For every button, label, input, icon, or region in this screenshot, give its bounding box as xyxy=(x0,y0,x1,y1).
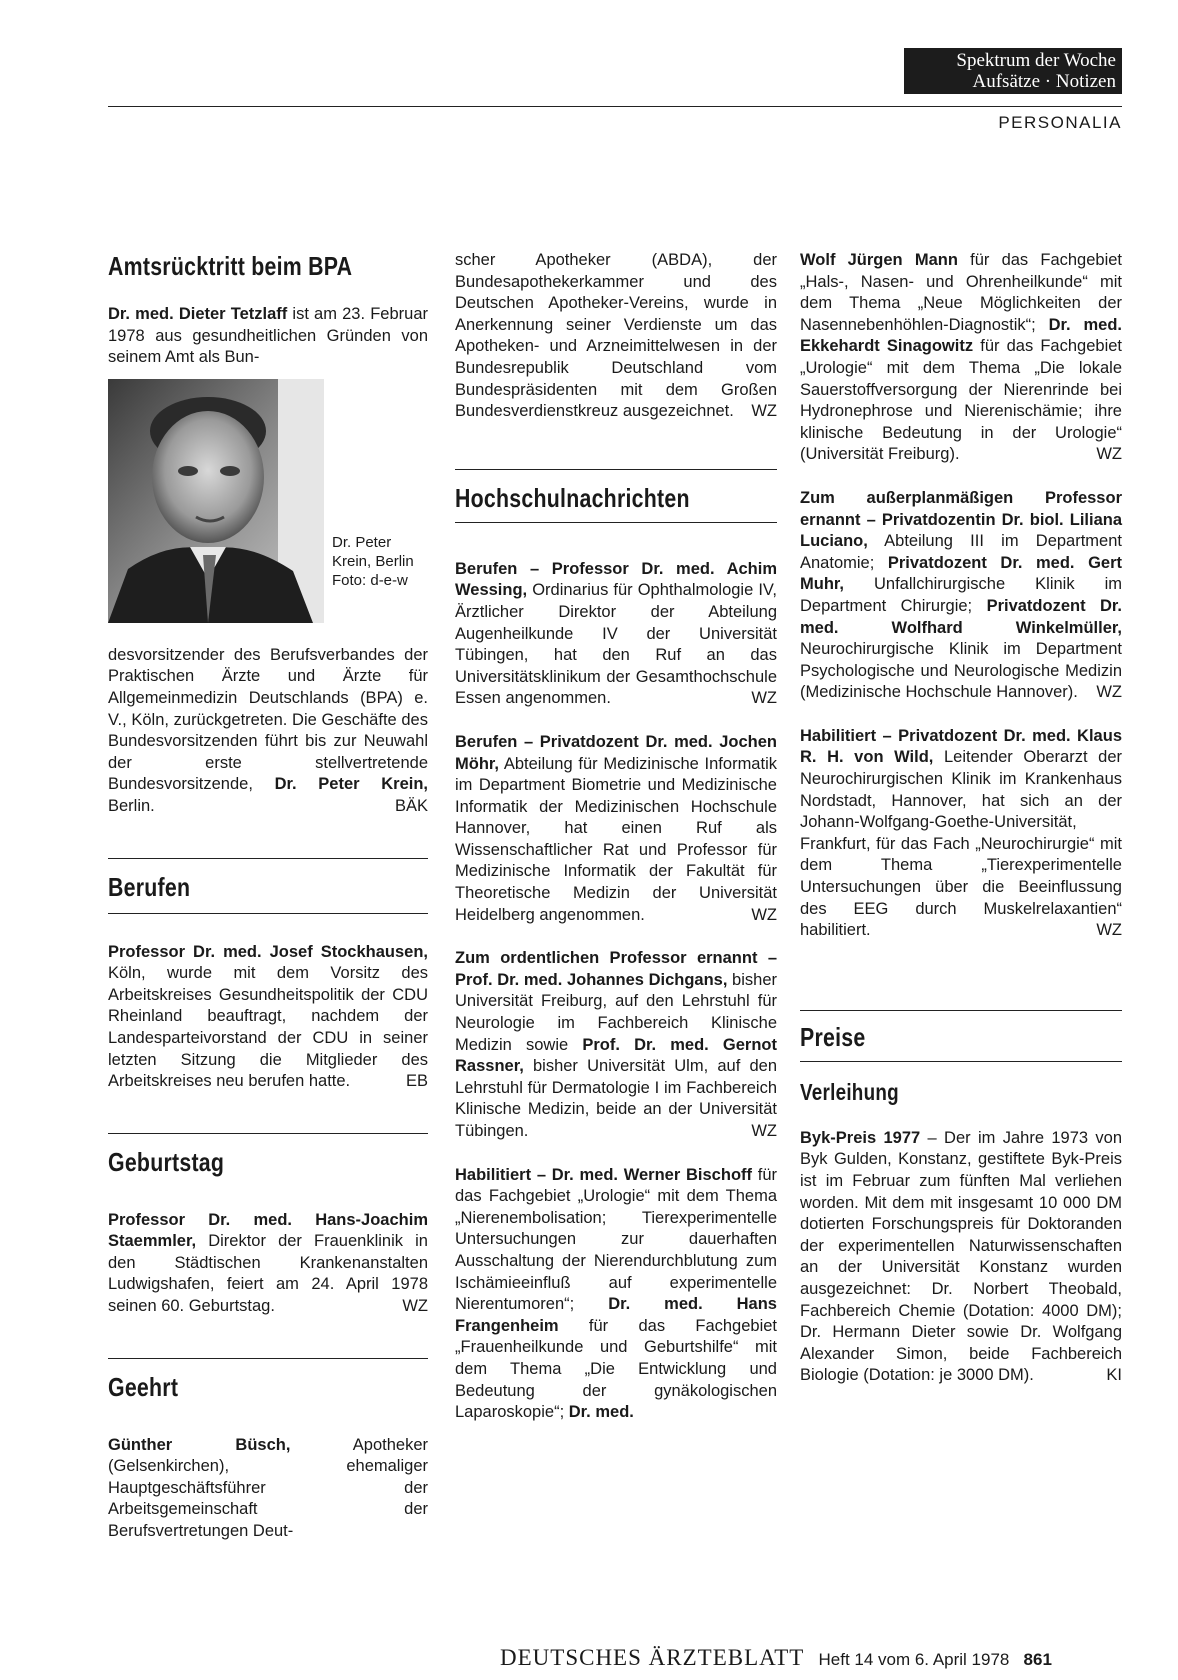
article-ausserplanmaessig xyxy=(800,488,1122,704)
author-signature: WZ xyxy=(751,905,777,924)
author-signature: WZ xyxy=(1096,683,1122,702)
article-von-wild xyxy=(800,726,1122,942)
item-lead: Habilitiert – Privatdozent Dr. med. Klaus R. H. von Wild, xyxy=(800,726,1122,767)
article-text: für das Fachgebiet „Urologie“ mit dem Thema „Die lokale Sauerstoffversorgung der Nierenrinde bei Hydronephrose und Nierenischämie; ihre klinische Bedeutung in der Urologie“ (Universität Freiburg). xyxy=(800,337,1122,464)
article-text: – Der im Jahre 1973 von Byk Gulden, Konstanz, gestiftete Byk-Preis ist im Februar zum fünften Mal verliehen worden. Mit dem mit insgesamt 10 000 DM dotierten Forschungspreis für Doktoranden der experimentellen Naturwissenschaften an der Universität Konstanz wurden ausgezeichnet: Dr. Norbert Theobald, Fachbereich Chemie (Dotation: 4000 DM); Dr. Hermann Dieter sowie Dr. Wolfgang Alexander Simon, beide Fachbereich Biologie (Dotation: je 3000 DM). xyxy=(800,1128,1123,1385)
item-lead: Habilitiert – Dr. med. Werner Bischoff xyxy=(455,1165,753,1184)
author-signature: WZ xyxy=(402,1297,428,1316)
article-moehr xyxy=(455,732,777,926)
article-text: Apotheker (Gelsenkirchen), ehemaliger Hauptgeschäftsführer der Arbeitsgemeinschaft der Berufsvertretungen Deut- xyxy=(108,1435,428,1541)
article-geehrt-continued xyxy=(455,250,777,423)
item-lead: Zum außerplanmäßigen Professor ernannt – Privatdozentin Dr. biol. Liliana Luciano, xyxy=(800,488,1122,551)
issue-info: Heft 14 vom 6. April 1978 xyxy=(818,1650,1010,1669)
article-text: Abteilung III im Department Anatomie; xyxy=(800,532,1122,572)
person-name: Dr. med. Ekkehardt Sinagowitz xyxy=(800,315,1122,356)
author-signature: WZ xyxy=(1096,921,1122,940)
article-text: desvorsitzender des Berufsverbandes der Praktischen Ärzte und Ärzte für Allgemeinmedizin Deutschlands (BPA) e. V., Köln, zurückgetreten. Die Geschäfte des Bundesvorsitzenden führt bis zur Neuwahl der erste stellvertretende Bundesvorsitzende, xyxy=(108,645,428,794)
article-dichgans xyxy=(455,948,777,1142)
author-signature: BÄK xyxy=(394,796,428,815)
item-lead: Berufen – Professor Dr. med. Achim Wessing, xyxy=(455,559,777,600)
person-name: Professor Dr. med. Josef Stockhausen, xyxy=(108,942,428,961)
person-name: Privatdozent Dr. med. Gert Muhr, xyxy=(800,553,1123,594)
article-text: Neurochirurgische Klinik im Department Psychologische und Neurologische Medizin (Medizinische Hochschule Hannover). xyxy=(800,640,1122,702)
heading-geburtstag: Geburtstag xyxy=(108,1146,225,1177)
person-name: Professor Dr. med. Hans-Joachim Staemmler, xyxy=(108,1210,428,1251)
article-text: für das Fachgebiet „Urologie“ mit dem Thema „Nierenembolisation; Tierexperimentelle Untersuchungen zur dauerhaften Ausschaltung der Nierendurchblutung zum Ischämieeinfluß auf experimentelle Nierentumoren“; xyxy=(455,1165,778,1314)
person-name: Prof. Dr. med. Gernot Rassner, xyxy=(455,1035,777,1076)
article-text: Unfallchirurgische Klinik im Department Chirurgie; xyxy=(800,575,1122,615)
article-bpa-continued xyxy=(108,645,428,818)
article-geehrt xyxy=(108,1435,428,1543)
heading-hochschulnachrichten: Hochschulnachrichten xyxy=(455,482,690,513)
journal-name: DEUTSCHES ÄRZTEBLATT xyxy=(500,1645,805,1670)
person-name: Wolf Jürgen Mann xyxy=(800,251,958,269)
page-number: 861 xyxy=(1023,1650,1052,1669)
article-text: Abteilung für Medizinische Informatik im Department Biometrie und Medizinische Informatik der Medizinischen Hochschule Hannover, hat einen Ruf als Wissenschaftlicher Rat und Professor für Medizinische Informatik der Fakultät für Theoretische Medizin der Universität Heidelberg angenommen. xyxy=(455,754,777,924)
section-badge xyxy=(904,48,1122,94)
author-signature: KI xyxy=(1106,1366,1122,1385)
person-name: Dr. Peter Krein, xyxy=(274,775,429,794)
heading-berufen: Berufen xyxy=(108,871,191,902)
person-name: Günther Büsch, xyxy=(108,1435,291,1454)
badge-line-2: Aufsätze · Notizen xyxy=(972,71,1116,92)
author-signature: EB xyxy=(405,1072,428,1091)
article-text: ist am 23. Februar 1978 aus gesundheitlichen Gründen von seinem Amt als Bun- xyxy=(108,305,428,367)
article-byk-preis xyxy=(800,1128,1122,1387)
article-text: Leitender Oberarzt der Neurochirurgischen Klinik im Krankenhaus Nordstadt, Hannover, hat sich an der Johann-Wolfgang-Goethe-Universität, Frankfurt, für das Fach „Neurochirurgie“ mit dem Thema „Tierexperimentelle Untersuchungen über die Beeinflussung des EEG durch Muskelrelaxantien“ habilitiert. xyxy=(800,748,1122,940)
item-lead: Zum ordentlichen Professor ernannt – Prof. Dr. med. Johannes Dichgans, xyxy=(455,949,777,989)
item-lead: Berufen – Privatdozent Dr. med. Jochen Möhr, xyxy=(455,732,777,773)
article-wessing xyxy=(455,559,777,710)
section-label: PERSONALIA xyxy=(998,113,1122,132)
person-name: Dr. med. Dieter Tetzlaff xyxy=(108,305,288,323)
article-text: scher Apotheker (ABDA), der Bundesapothekerkammer und des Deutschen Apotheker-Vereins, wurde in Anerkennung seiner Verdienste um das Apotheken- und Arzneimittelwesen in der Bundesrepublik Deutschland vom Bundespräsidenten mit dem Großen Bundesverdienstkreuz ausgezeichnet. xyxy=(455,251,777,421)
heading-preise: Preise xyxy=(800,1021,866,1052)
badge-line-1: Spektrum der Woche xyxy=(956,50,1116,71)
header-rule xyxy=(108,106,1122,107)
author-signature: WZ xyxy=(751,402,777,421)
person-name: Privatdozent Dr. med. Wolfhard Winkelmüller, xyxy=(800,596,1122,637)
article-text: Direktor der Frauenklinik in den Städtischen Krankenanstalten Ludwigshafen, feiert am 24. April 1978 seinen 60. Geburtstag. xyxy=(108,1232,428,1316)
article-text: Berlin. xyxy=(108,796,155,815)
heading-geehrt: Geehrt xyxy=(108,1371,179,1402)
article-text: Ordinarius für Ophthalmologie IV, Ärztlicher Direktor der Abteilung Augenheilkunde IV der Universität Tübingen, hat den Ruf an das Universitätsklinikum der Gesamthochschule Essen angenommen. xyxy=(455,581,777,708)
article-bpa-intro xyxy=(108,304,428,369)
column-2 xyxy=(455,250,777,1424)
photo-caption: Dr. Peter Krein, Berlin Foto: d-e-w xyxy=(332,533,414,589)
person-name: Dr. med. Hans Frangenheim xyxy=(455,1295,777,1335)
author-signature: WZ xyxy=(751,689,777,708)
article-text: Köln, wurde mit dem Vorsitz des Arbeitskreises Gesundheitspolitik der CDU Rheinland beauftragt, nachdem der Landesparteivorstand der CDU in seiner letzten Sitzung die Mitglieder des Arbeitskreises neu berufen hatte. xyxy=(108,964,428,1091)
portrait-photo xyxy=(108,379,324,623)
author-signature: WZ xyxy=(1096,445,1122,464)
column-1 xyxy=(108,250,428,1543)
article-text: bisher Universität Freiburg, auf den Lehrstuhl für Neurologie im Fachbereich Klinische Medizin sowie xyxy=(455,970,777,1054)
column-3 xyxy=(800,250,1122,1387)
article-berufen xyxy=(108,942,428,1093)
article-text: für das Fachgebiet „Hals-, Nasen- und Ohrenheilkunde“ mit dem Thema „Neue Möglichkeiten der Nasennebenhöhlen-Diagnostik“; xyxy=(800,251,1122,334)
article-text: bisher Universität Ulm, auf den Lehrstuhl für Dermatologie I im Fachbereich Klinische Medizin, beide an der Universität Tübingen. xyxy=(455,1057,777,1140)
person-name: Dr. med. xyxy=(568,1403,634,1422)
article-mann-sinagowitz xyxy=(800,250,1122,466)
author-signature: WZ xyxy=(751,1122,777,1140)
article-bischoff xyxy=(455,1165,777,1424)
article-geburtstag xyxy=(108,1210,428,1318)
page-footer xyxy=(500,1645,1052,1671)
heading-verleihung: Verleihung xyxy=(800,1078,899,1105)
item-lead: Byk-Preis 1977 xyxy=(800,1128,921,1147)
heading-amtsruecktritt: Amtsrücktritt beim BPA xyxy=(108,251,353,281)
article-text: für das Fachgebiet „Frauenheilkunde und Geburtshilfe“ mit dem Thema „Die Entwicklung und Bedeutung der gynäkologischen Laparoskopie“; xyxy=(455,1316,777,1422)
